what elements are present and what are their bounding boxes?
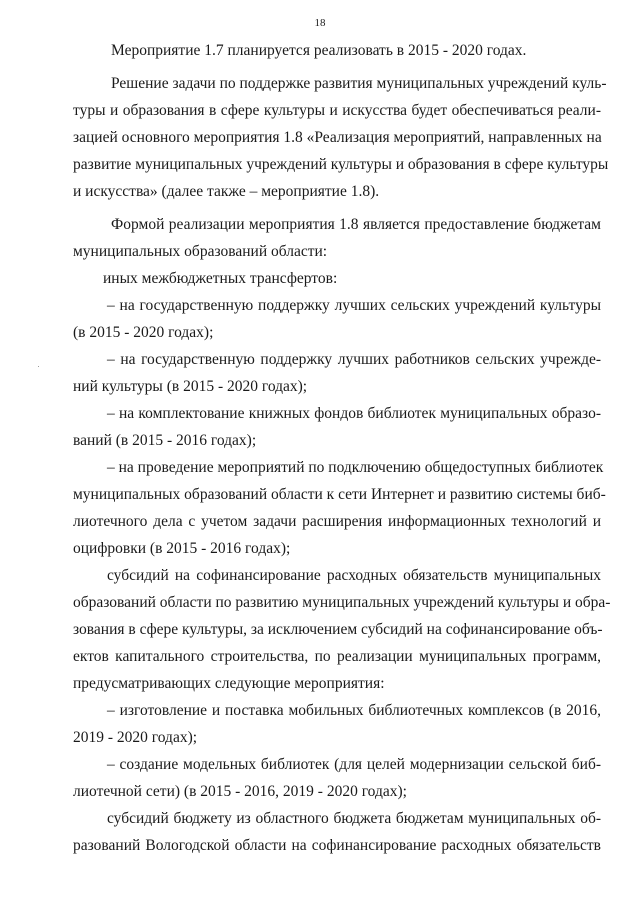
- text-line: муниципальных образований области к сети Интернет и развитию системы биб-: [73, 486, 606, 503]
- page-number: 18: [314, 17, 326, 29]
- text-line: Мероприятие 1.7 планируется реализовать в 2015 - 2020 годах.: [111, 42, 527, 59]
- text-line: 2019 - 2020 годах);: [73, 729, 198, 746]
- text-line: – изготовление и поставка мобильных библиотечных комплексов (в 2016,: [107, 702, 601, 719]
- text-line: образований области по развитию муниципальных учреждений культуры и обра-: [73, 594, 611, 611]
- text-line: субсидий бюджету из областного бюджета бюджетам муниципальных об-: [107, 810, 601, 827]
- text-line: Решение задачи по поддержке развития муниципальных учреждений куль-: [111, 75, 607, 92]
- text-line: Формой реализации мероприятия 1.8 является предоставление бюджетам: [111, 216, 601, 233]
- text-line: (в 2015 - 2020 годах);: [73, 324, 214, 341]
- text-line: оцифровки (в 2015 - 2016 годах);: [73, 540, 291, 557]
- text-line: разований Вологодской области на софинансирование расходных обязательств: [73, 837, 601, 854]
- text-line: – на государственную поддержку лучших сельских учреждений культуры: [107, 297, 601, 314]
- text-line: предусматривающих следующие мероприятия:: [73, 675, 385, 692]
- text-line: ваний (в 2015 - 2016 годах);: [73, 432, 257, 449]
- text-line: зацией основного мероприятия 1.8 «Реализация мероприятий, направленных на: [73, 129, 602, 146]
- text-line: лиотечной сети) (в 2015 - 2016, 2019 - 2020 годах);: [73, 783, 407, 800]
- text-line: – на проведение мероприятий по подключению общедоступных библиотек: [107, 459, 604, 476]
- text-line: ний культуры (в 2015 - 2020 годах);: [73, 378, 308, 395]
- text-line: – на государственную поддержку лучших работников сельских учрежде-: [107, 351, 601, 368]
- text-line: – на комплектование книжных фондов библиотек муниципальных образо-: [107, 405, 601, 422]
- text-line: субсидий на софинансирование расходных обязательств муниципальных: [107, 567, 601, 584]
- text-line: – создание модельных библиотек (для целей модернизации сельской биб-: [107, 756, 601, 773]
- text-line: иных межбюджетных трансфертов:: [103, 270, 338, 287]
- text-line: зования в сфере культуры, за исключением субсидий на софинансирование объ-: [73, 621, 603, 638]
- scan-artifact: [38, 366, 39, 367]
- text-line: туры и образования в сфере культуры и искусства будет обеспечиваться реали-: [73, 102, 601, 119]
- text-line: развитие муниципальных учреждений культуры и образования в сфере культуры: [73, 156, 609, 173]
- text-line: муниципальных образований области:: [73, 243, 328, 260]
- text-line: ектов капитального строительства, по реализации муниципальных программ,: [73, 648, 601, 665]
- text-line: и искусства» (далее также – мероприятие 1.8).: [73, 183, 380, 200]
- text-line: лиотечного дела с учетом задачи расширения информационных технологий и: [73, 513, 601, 530]
